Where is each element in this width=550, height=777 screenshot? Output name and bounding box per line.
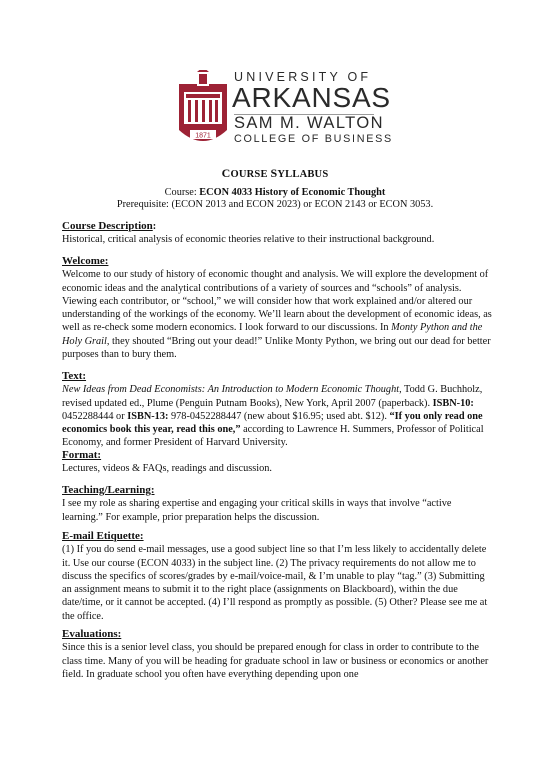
evaluations-text: Since this is a senior level class, you should be prepared enough for class in order to contribute to the class time. Many of you will be heading for graduate school in law or business or economics or another field. In graduate school you often have everything depending upon one <box>62 642 489 680</box>
logo-university-of: UNIVERSITY OF <box>234 70 372 84</box>
welcome-text: Welcome to our study of history of economic thought and analysis. We will explore the development of economic ideas and the analytical contributions of a variety of sources and “schools” of analysis. Viewing each contributor, or “school,” we will consider how that work explained and/or altered our understanding of the workings of the economy. We’ll learn about the development of economic ideas, as well as re-check some modern economics. I look forward to our discussions. In Monty Python and the Holy Grail, they shouted “Bring out your dead!” Unlike Monty Python, we bring out our dead for better purposes than to bury them. <box>62 269 492 361</box>
format-section <box>62 449 492 476</box>
page-title: COURSE SYLLABUS <box>221 166 329 180</box>
course-line <box>0 187 550 198</box>
description-heading: Course Description <box>62 220 153 232</box>
logo-arkansas: ARKANSAS <box>232 82 391 113</box>
text-heading: Text: <box>62 370 87 382</box>
welcome-section <box>62 255 492 361</box>
evaluations-section <box>62 628 492 681</box>
logo-college-of-business: COLLEGE OF BUSINESS <box>234 133 393 145</box>
format-text: Lectures, videos & FAQs, readings and discussion. <box>62 463 273 475</box>
old-main-building-icon <box>176 70 230 152</box>
text-section <box>62 370 492 450</box>
logo-sam-m-walton: SAM M. WALTON <box>234 114 384 132</box>
summers-quote: “If you only read one economics book this year, read this one,” <box>62 410 483 436</box>
teaching-text: I see my role as sharing expertise and engaging your critical skills in ways that involve “active learning.” For example, prior preparation helps the discussion. <box>62 498 452 523</box>
text-details: New Ideas from Dead Economists: An Introduction to Modern Economic Thought, Todd G. Buchholz, revised updated ed., Plume (Penguin Putnam Books), New York, April 2007 (paperback). ISBN-10: 0452288444 or ISBN-13: 978-0452288447 (new about $16.95; used abt. $12). “If you only read one economics book this year, read this one,” according to Lawrence H. Summers, Professor of Political Economy, and former President of Harvard University. <box>62 384 484 449</box>
course-name: ECON 4033 History of Economic Thought <box>199 187 386 198</box>
welcome-heading: Welcome: <box>62 255 109 267</box>
format-heading: Format: <box>62 449 102 461</box>
evaluations-heading: Evaluations: <box>62 628 122 640</box>
prerequisite-line: Prerequisite: (ECON 2013 and ECON 2023) or ECON 2143 or ECON 3053. <box>116 199 434 210</box>
email-text: (1) If you do send e-mail messages, use a good subject line so that I’m less likely to accidentally delete it. Use our course (ECON 4033) in the subject line. (2) The privacy requirements do not allow me to discuss the specifics of scores/grades by e-mail/voice-mail, & I’m unable to play “tag.” (3) Submitting an assignment means to submit it to the right place (assignments on Blackboard), within the due date/time, or it cannot be accepted. (4) I’ll respond as promptly as possible. (5) Other? Please see me at the office. <box>62 544 488 622</box>
email-section <box>62 530 492 623</box>
book-title: New Ideas from Dead Economists: An Introduction to Modern Economic Thought <box>62 384 400 396</box>
teaching-section <box>62 484 492 524</box>
email-heading: E-mail Etiquette: <box>62 530 144 542</box>
description-section: Course Description: Historical, critical analysis of economic theories relative to their instructional background. <box>62 220 492 247</box>
description-text: Historical, critical analysis of economic theories relative to their instructional background. <box>62 234 435 246</box>
course-label: Course: <box>164 187 200 198</box>
logo-year: 1871 <box>195 132 211 140</box>
teaching-heading: Teaching/Learning: <box>62 484 155 496</box>
university-logo <box>176 70 393 150</box>
